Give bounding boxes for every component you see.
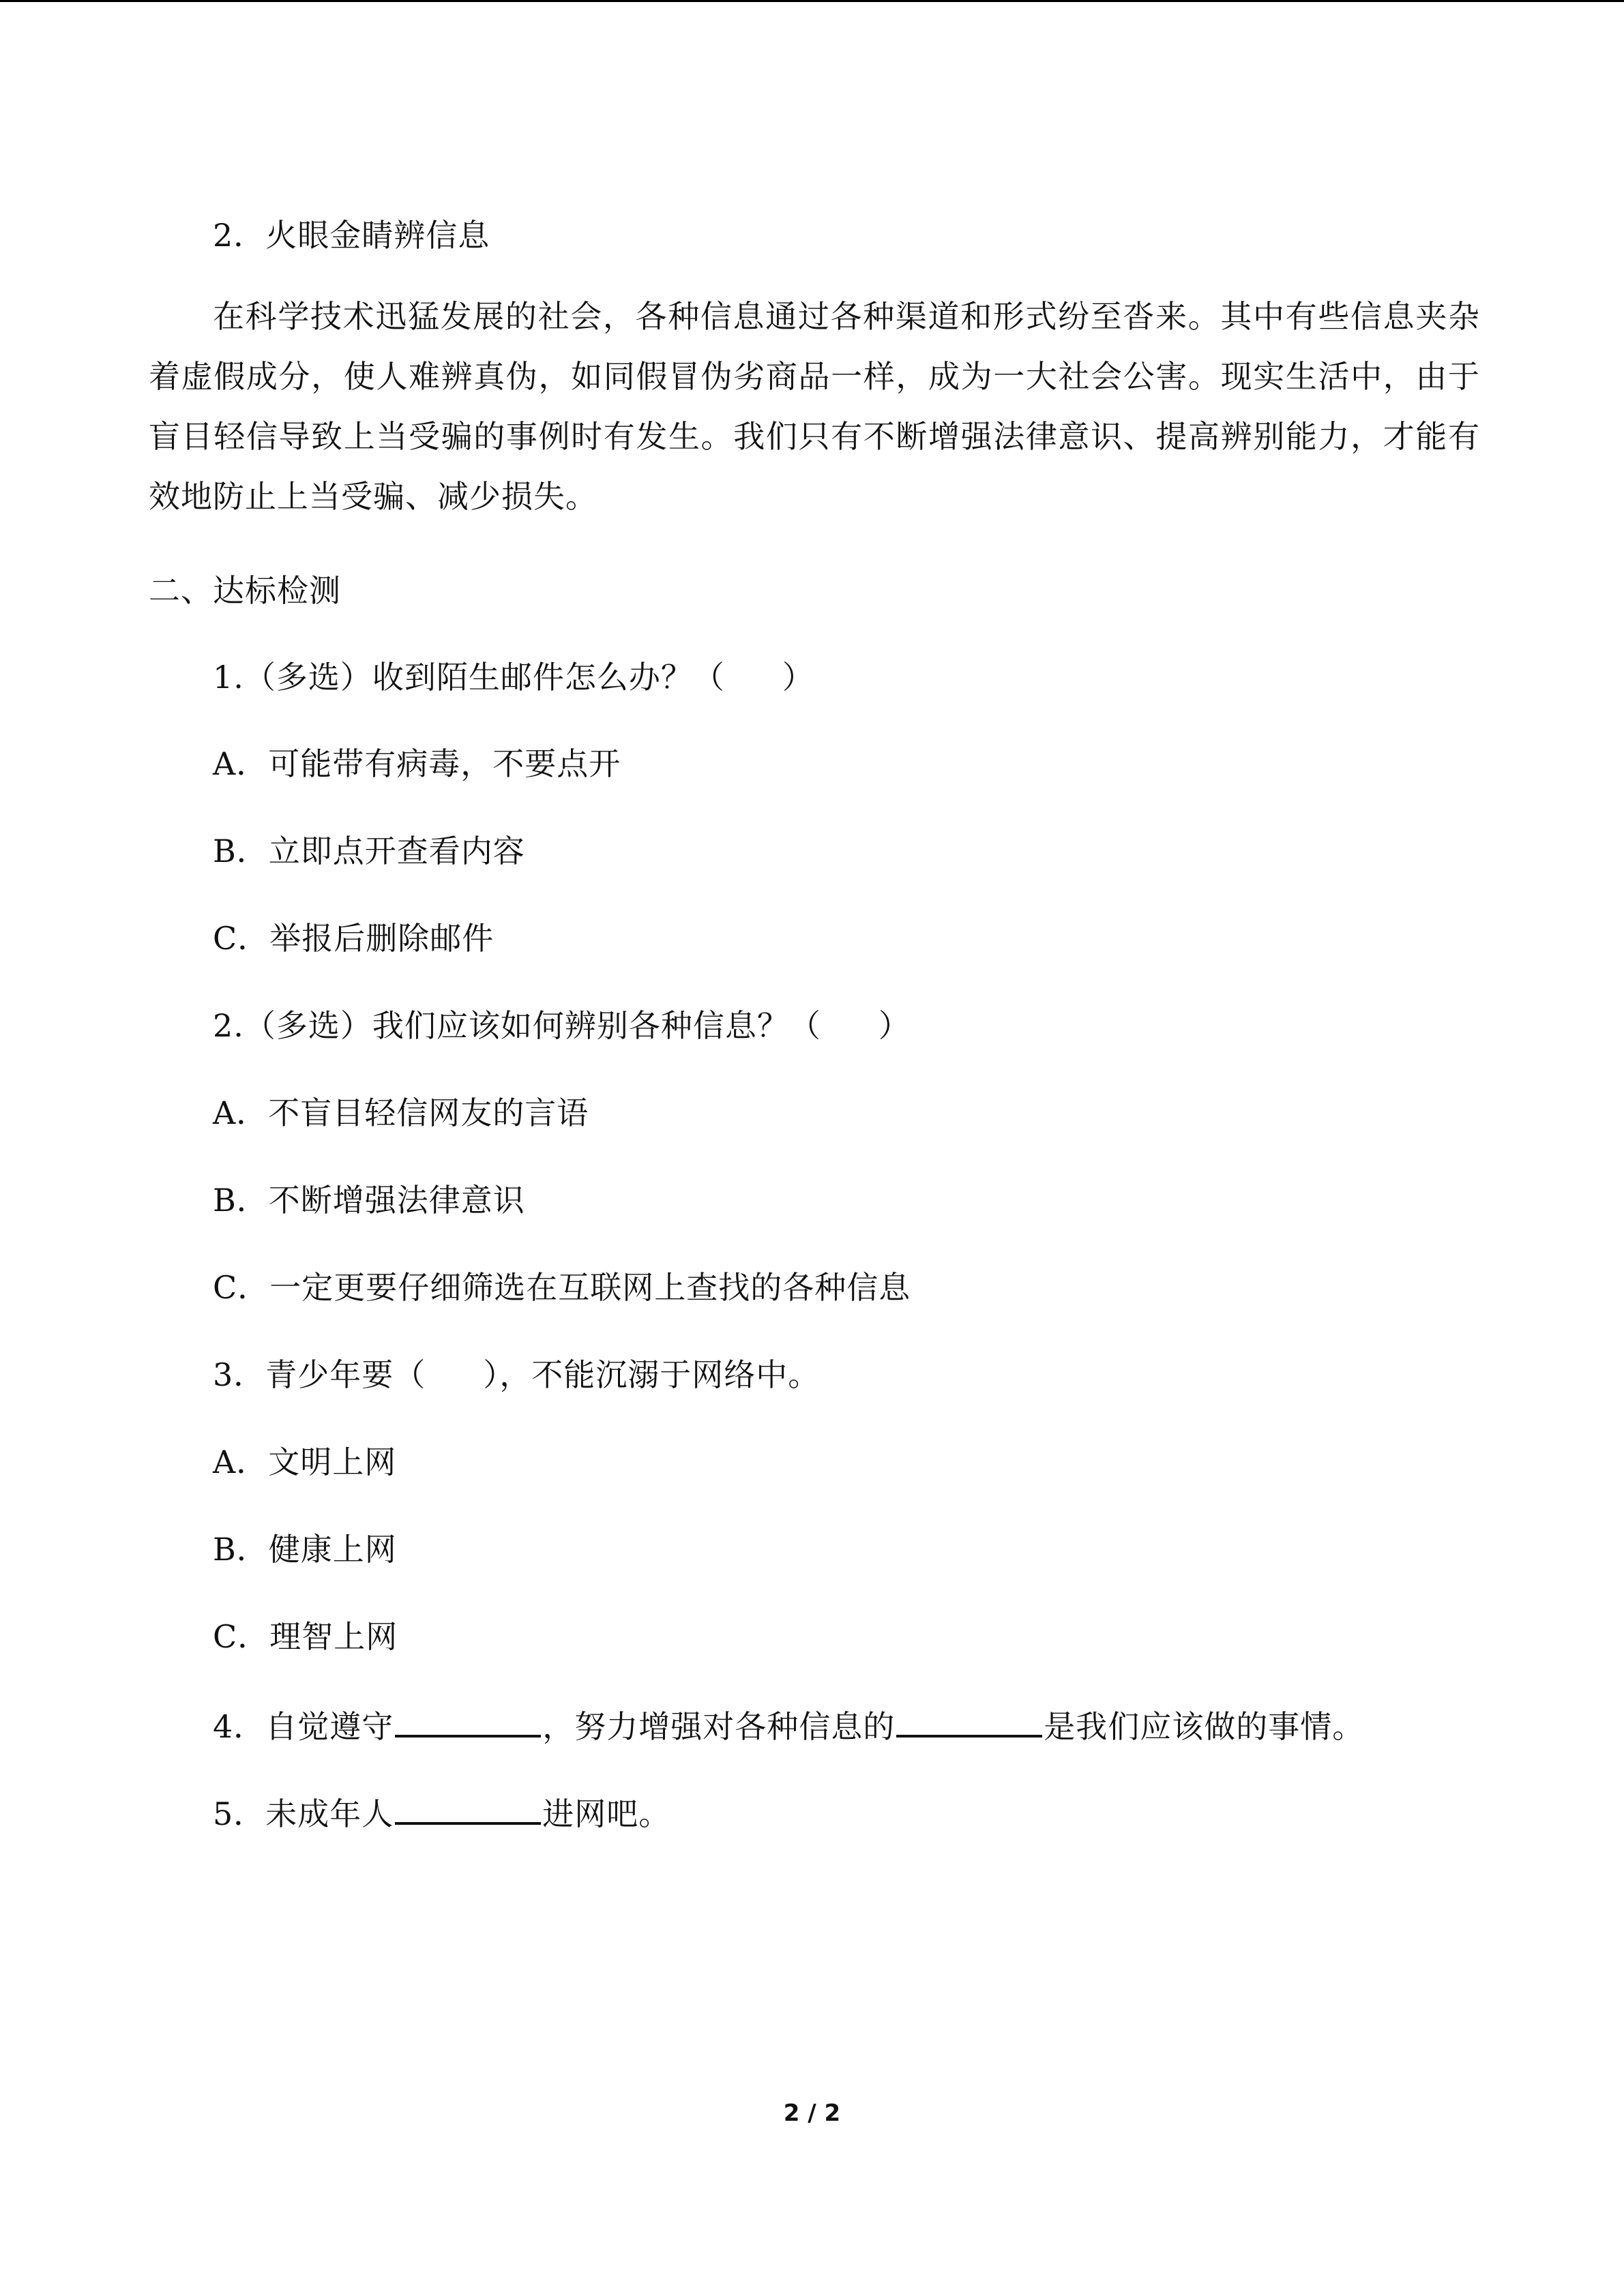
question-3-option-b: B．健康上网: [213, 1531, 397, 1568]
fill-blank-3: [395, 1791, 541, 1825]
question-2-option-a: A．不盲目轻信网友的言语: [213, 1094, 589, 1131]
part-heading: 二、达标检测: [149, 572, 341, 609]
question-3-stem-end: ），不能沉溺于网络中。: [483, 1356, 821, 1393]
question-1-stem: 1.（多选）收到陌生邮件怎么办？（: [213, 659, 725, 696]
question-3-stem: 3．青少年要（: [213, 1356, 426, 1393]
question-2-option-c: C．一定更要仔细筛选在互联网上查找的各种信息: [213, 1269, 911, 1306]
question-1-option-a: A．可能带有病毒，不要点开: [213, 745, 621, 782]
question-4-text-1: 4．自觉遵守: [213, 1708, 394, 1745]
question-5: [213, 1791, 670, 1834]
question-3: [213, 1354, 820, 1395]
question-5-text-2: 进网吧。: [542, 1795, 671, 1832]
question-3-option-a: A．文明上网: [213, 1444, 397, 1480]
question-2: [213, 1005, 911, 1046]
top-border: [0, 0, 1624, 2]
question-4: [213, 1703, 1364, 1747]
page-number: 2 / 2: [783, 2100, 841, 2127]
question-1-option-c: C．举报后删除邮件: [213, 920, 494, 957]
question-2-stem: 2.（多选）我们应该如何辨别各种信息？（: [213, 1007, 821, 1044]
fill-blank-2: [896, 1703, 1042, 1738]
question-1: [213, 657, 814, 698]
fill-blank-1: [395, 1703, 541, 1738]
question-4-text-3: 是我们应该做的事情。: [1044, 1708, 1365, 1745]
question-4-text-2: ，努力增强对各种信息的: [542, 1708, 896, 1745]
question-1-option-b: B．立即点开查看内容: [213, 833, 525, 869]
question-1-stem-end: ）: [782, 659, 814, 696]
question-5-text-1: 5．未成年人: [213, 1795, 394, 1832]
body-paragraph: 在科学技术迅猛发展的社会，各种信息通过各种渠道和形式纷至沓来。其中有些信息夹杂着虚假成分，使人难辨真伪，如同假冒伪劣商品一样，成为一大社会公害。现实生活中，由于盲目轻信导致上当受骗的事例时有发生。我们只有不断增强法律意识、提高辨别能力，才能有效地防止上当受骗、减少损失。: [149, 298, 1480, 515]
question-2-stem-end: ）: [878, 1007, 911, 1044]
section-heading: 2．火眼金睛辨信息: [213, 217, 490, 254]
question-2-option-b: B．不断增强法律意识: [213, 1182, 525, 1219]
question-3-option-c: C．理智上网: [213, 1618, 398, 1655]
